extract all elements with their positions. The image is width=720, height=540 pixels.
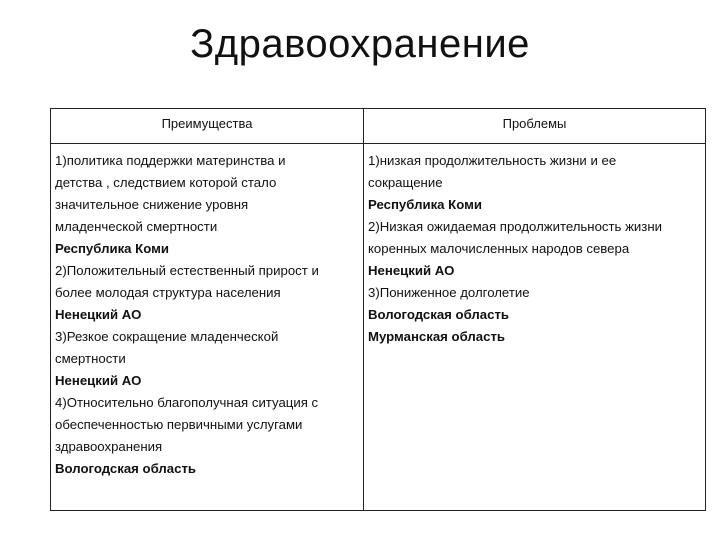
region-label: Ненецкий АО — [55, 307, 142, 322]
text-line: 1)политика поддержки материнства и — [55, 153, 286, 168]
text-line: более молодая структура населения — [55, 285, 281, 300]
advantages-column — [51, 109, 364, 510]
advantages-header: Преимущества — [51, 109, 363, 144]
text-line: 4)Относительно благополучная ситуация с — [55, 395, 319, 410]
text-line: здравоохранения — [55, 439, 163, 454]
problems-header: Проблемы — [364, 109, 705, 144]
text-line: 2)Положительный естественный прирост и — [55, 263, 319, 278]
problems-column — [364, 109, 705, 510]
text-line: детства , следствием которой стало — [55, 175, 277, 190]
page-title: Здравоохранение — [190, 22, 530, 66]
region-label: Вологодская область — [368, 307, 510, 322]
region-label: Республика Коми — [368, 197, 482, 212]
text-line: коренных малочисленных народов севера — [368, 241, 630, 256]
text-line: 2)Низкая ожидаемая продолжительность жизни — [368, 219, 662, 234]
text-line: смертности — [55, 351, 126, 366]
advantages-list — [51, 144, 363, 480]
text-line: значительное снижение уровня — [55, 197, 249, 212]
region-label: Республика Коми — [55, 241, 169, 256]
region-label: Ненецкий АО — [368, 263, 455, 278]
text-line: сокращение — [368, 175, 443, 190]
text-line: 1)низкая продолжительность жизни и ее — [368, 153, 617, 168]
region-label: Мурманская область — [368, 329, 506, 344]
text-line: младенческой смертности — [55, 219, 218, 234]
text-line: обеспеченностью первичными услугами — [55, 417, 303, 432]
region-label: Вологодская область — [55, 461, 197, 476]
comparison-table — [50, 108, 706, 511]
text-line: 3)Резкое сокращение младенческой — [55, 329, 279, 344]
problems-list — [364, 144, 705, 348]
region-label: Ненецкий АО — [55, 373, 142, 388]
text-line: 3)Пониженное долголетие — [368, 285, 530, 300]
